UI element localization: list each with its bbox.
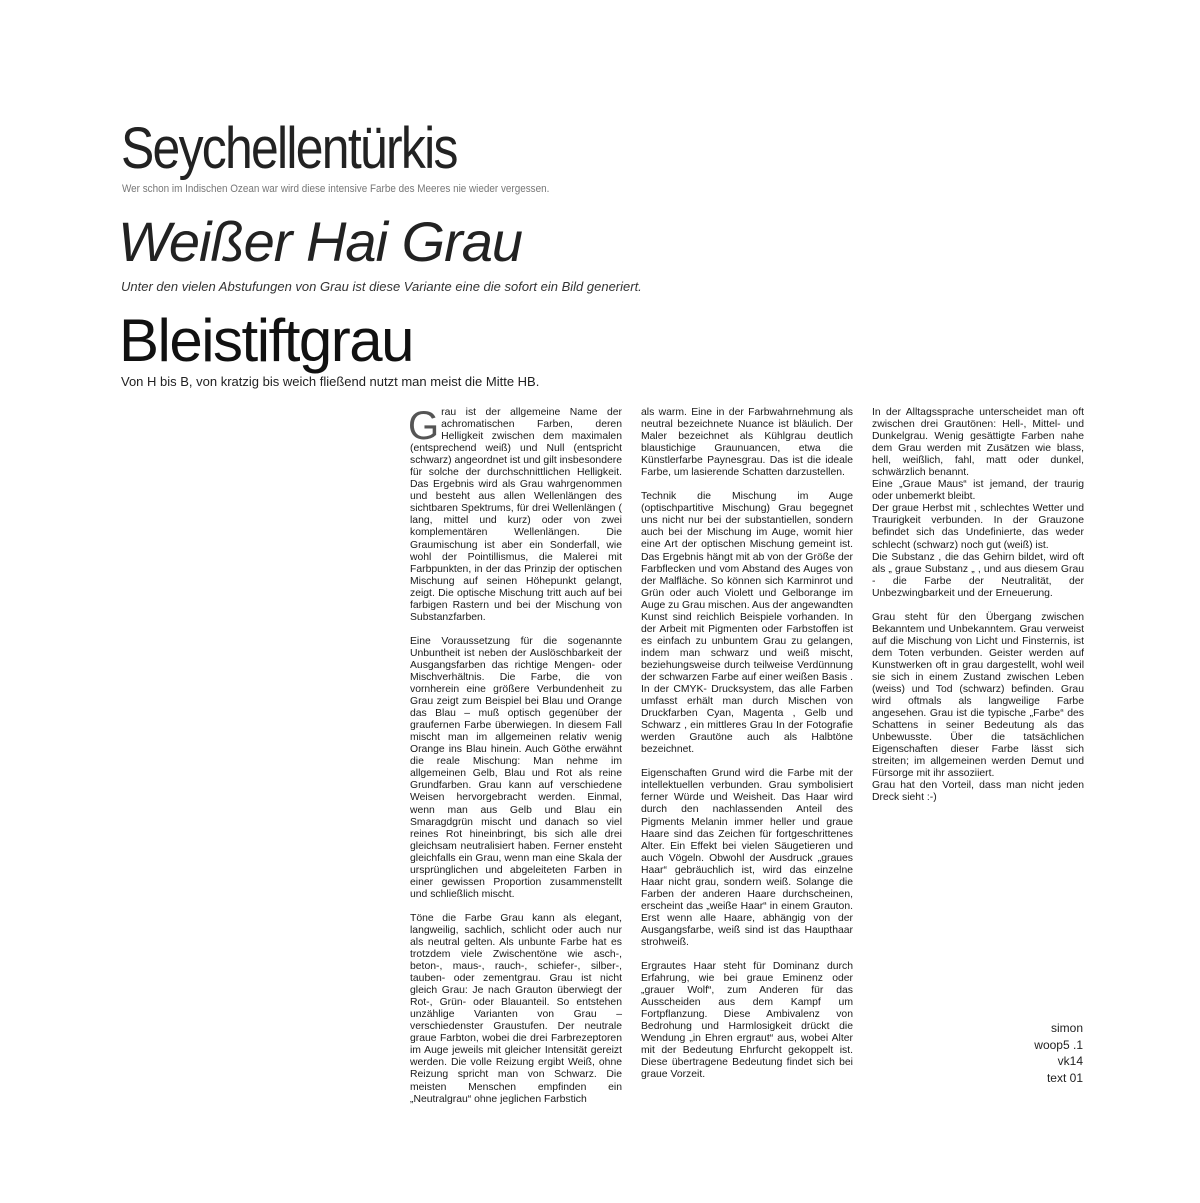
title-seychellentuerkis: Seychellentürkis [121,116,457,181]
credits-block [1034,1020,1083,1086]
credit-text-id: text 01 [1046,1070,1083,1085]
title-weisser-hai-grau: Weißer Hai Grau [118,210,523,273]
credit-code: vk14 [1057,1054,1083,1068]
article-paragraph: Eine Voraussetzung für die sogenannte Unbuntheit ist neben der Auslöschbarkeit der Ausgangsfarben das richtige Mengen- oder Mischverhältnis. Die Farbe, die von vornherein eine größere Verbundenheit zu Grau zeigt zum Beispiel bei Blau und Orange das Blau – muß optisch gegenüber der graufernen Farbe überwiegen. In diesem Fall mischt man im allgemeinen relativ wenig Orange ins Blau hinein. Auch Göthe erwähnt die reale Mischung: Man nehme im allgemeinen Gelb, Blau und Rot als reine Grundfarben. Grau kann auf verschiedene Weisen hervorgebracht werden. Einmal, wenn man aus Gelb und Blau ein Smaragdgrün mischt und danach so viel reines Rot hineinbringt, bis sich alle drei gleichsam neutralisiert haben. Ferner ensteht gleichfalls ein Grau, wenn man eine Skala der ursprünglichen und abgeleiteten Farben in einer gewissen Proportion zusammenstellt und schließlich mischt. [410,635,622,900]
credit-project: woop5 .1 [1034,1037,1083,1052]
drop-cap: G [408,404,440,448]
subtitle-seychellentuerkis: Wer schon im Indischen Ozean war wird diese intensive Farbe des Meeres nie wieder vergessen. [122,183,550,195]
article-paragraph: Ergrautes Haar steht für Dominanz durch Erfahrung, wie bei graue Eminenz oder „grauer Wolf“, zum Anderen für das Ausscheiden aus dem Kampf um Fortpflanzung. Diese Ambivalenz von Bedrohung und Harmlosigkeit drückt die Wendung „in Ehren ergraut“ aus, wobei Alter mit der Bedeutung Ehrfurcht gekoppelt ist. Diese übertragene Bedeutung findet sich bei graue Vorzeit. [641,961,853,1081]
article-paragraph: Technik die Mischung im Auge (optischpartitive Mischung) Grau begegnet uns nicht nur bei der substantiellen, sondern auch bei der Mischung im Auge, womit hier eine Art der optischen Mischung gemeint ist. Das Ergebnis hängt mit ab von der Größe der Farbflecken und vom Abstand des Auges von der Malfläche. So können sich Karminrot und Grün oder auch Violett und Gelborange im Auge zu Grau mischen. Aus der angewandten Kunst sind reichlich Beispiele vorhanden. In der Arbeit mit Pigmenten oder Farbstoffen ist es einfach zu unbuntem Grau zu gelangen, indem man schwarz und weiß mischt, beziehungsweise durch teilweise Verdünnung der schwarzen Farbe auf einer weißen Basis . In der CMYK- Drucksystem, das alle Farben umfasst erhält man durch Mischen von Druckfarben Cyan, Magenta , Gelb und Schwarz , ein mittleres Grau In der Fotografie werden Grautöne auch als Halbtöne bezeichnet. [641,491,853,756]
paragraph-text: rau ist der allgemeine Name der achromatischen Farben, deren Helligkeit zwischen dem maximalen (entsprechend weiß) und Null (entspricht schwarz) angeordnet ist und gilt insbesondere für solche der durchschnittlichen Helligkeit. Das Ergebnis wird als Grau wahrgenommen und besteht aus allen Wellenlängen des sichtbaren Spektrums, für drei Wellenlängen ( lang, mittel und kurz) oder von zwei komplementären Wellenlängen. Die Graumischung ist aber ein Sonderfall, wie wohl der Pointillismus, die Malerei mit Farbpunkten, in der das Prinzip der optischen Mischung auf seinen Höhepunkt gelangt, zeigt. Die optische Mischung tritt auch auf bei farbigen Rastern und bei der Mischung von Substanzfarben. [410,407,622,623]
article-column-2 [641,407,853,1093]
article-paragraph: In der Alltagssprache unterscheidet man oft zwischen drei Grautönen: Hell-, Mittel- und Dunkelgrau. Wenig gesättigte Farben nahe dem Grau werden mit Zusätzen wie blass, hell, weißlich, fahl, matt oder dunkel, schwärzlich benannt. Eine „Graue Maus“ ist jemand, der traurig oder unbemerkt bleibt. Der graue Herbst mit , schlechtes Wetter und Traurigkeit verbunden. In der Grauzone befindet sich das Undefinierte, das weder schlecht (schwarz) noch gut (weiß) ist. Die Substanz , die das Gehirn bildet, wird oft als „ graue Substanz „ , und aus diesem Grau - die Farbe der Neutralität, der Unbezwingbarkeit und der Erneuerung. [872,407,1084,599]
article-paragraph: Eigenschaften Grund wird die Farbe mit der intellektuellen verbunden. Grau symbolisiert ferner Würde und Weisheit. Das Haar wird durch den nachlassenden Anteil des Pigments Melanin immer heller und graue Haare sind das Zeichen für fortgeschrittenes Alter. Ein Effekt bei vielen Säugetieren und auch Vögeln. Obwohl der Ausdruck „graues Haar“ gebräuchlich ist, wird das einzelne Haar nicht grau, sondern weiß. Solange die Farben der anderen Haare durchscheinen, erscheint das „weiße Haar“ in einem Grauton. Erst wenn alle Haare, abhängig von der Ausgangsfarbe, weiß sind ist das Haupthaar strohweiß. [641,768,853,948]
subtitle-weisser-hai-grau: Unter den vielen Abstufungen von Grau ist diese Variante eine die sofort ein Bild generiert. [121,279,642,294]
article-paragraph: als warm. Eine in der Farbwahrnehmung als neutral bezeichnete Nuance ist bläulich. Der Maler bezeichnet als Kühlgrau deutlich blaustichige Graunuancen, etwa die Künstlerfarbe Paynesgrau. Das ist die ideale Farbe, um lasierende Schatten darzustellen. [641,407,853,479]
title-bleistiftgrau: Bleistiftgrau [119,307,413,374]
article-column-1 [408,404,622,1118]
credit-author: simon [1050,1021,1083,1035]
article-paragraph: Grau steht für den Übergang zwischen Bekanntem und Unbekanntem. Grau verweist auf die Mischung von Licht und Finsternis, ist dem Toten verbunden. Geister werden auf Kunstwerken oft in grau dargestellt, wohl weil sie sich in einem Zustand zwischen Leben (weiss) und Tod (schwarz) befinden. Grau wird oftmals als langweilige Farbe angesehen. Grau ist die typische „Farbe“ des Schattens in seiner Bedeutung als das Unbewusste. Über die tatsächlichen Eigenschaften dieser Farbe lässt sich streiten; im allgemeinen werden Demut und Fürsorge mit ihr assoziiert. Grau hat den Vorteil, dass man nicht jeden Dreck sieht :-) [872,611,1084,804]
article-paragraph: Töne die Farbe Grau kann als elegant, langweilig, sachlich, schlicht oder auch nur als neutral gelten. Als unbunte Farbe hat es trotzdem viele Zwischentöne wie asch-, beton-, maus-, rauch-, schiefer-, silber-, tauben- oder zementgrau. Grau ist nicht gleich Grau: Je nach Grauton überwiegt der Rot-, Grün- oder Blauanteil. So entstehen unzählige Varianten von Grau – verschiedenster Graustufen. Der neutrale graue Farbton, wobei die drei Farbrezeptoren im Auge jeweils mit gleicher Intensität gereizt werden. Die volle Reizung ergibt Weiß, ohne Reizung spricht man von Schwarz. Die meisten Menschen empfinden ein „Neutralgrau“ ohne jeglichen Farbstich [410,912,622,1105]
subtitle-bleistiftgrau: Von H bis B, von kratzig bis weich fließend nutzt man meist die Mitte HB. [121,374,540,389]
article-column-3 [872,407,1084,817]
article-paragraph [408,404,622,624]
